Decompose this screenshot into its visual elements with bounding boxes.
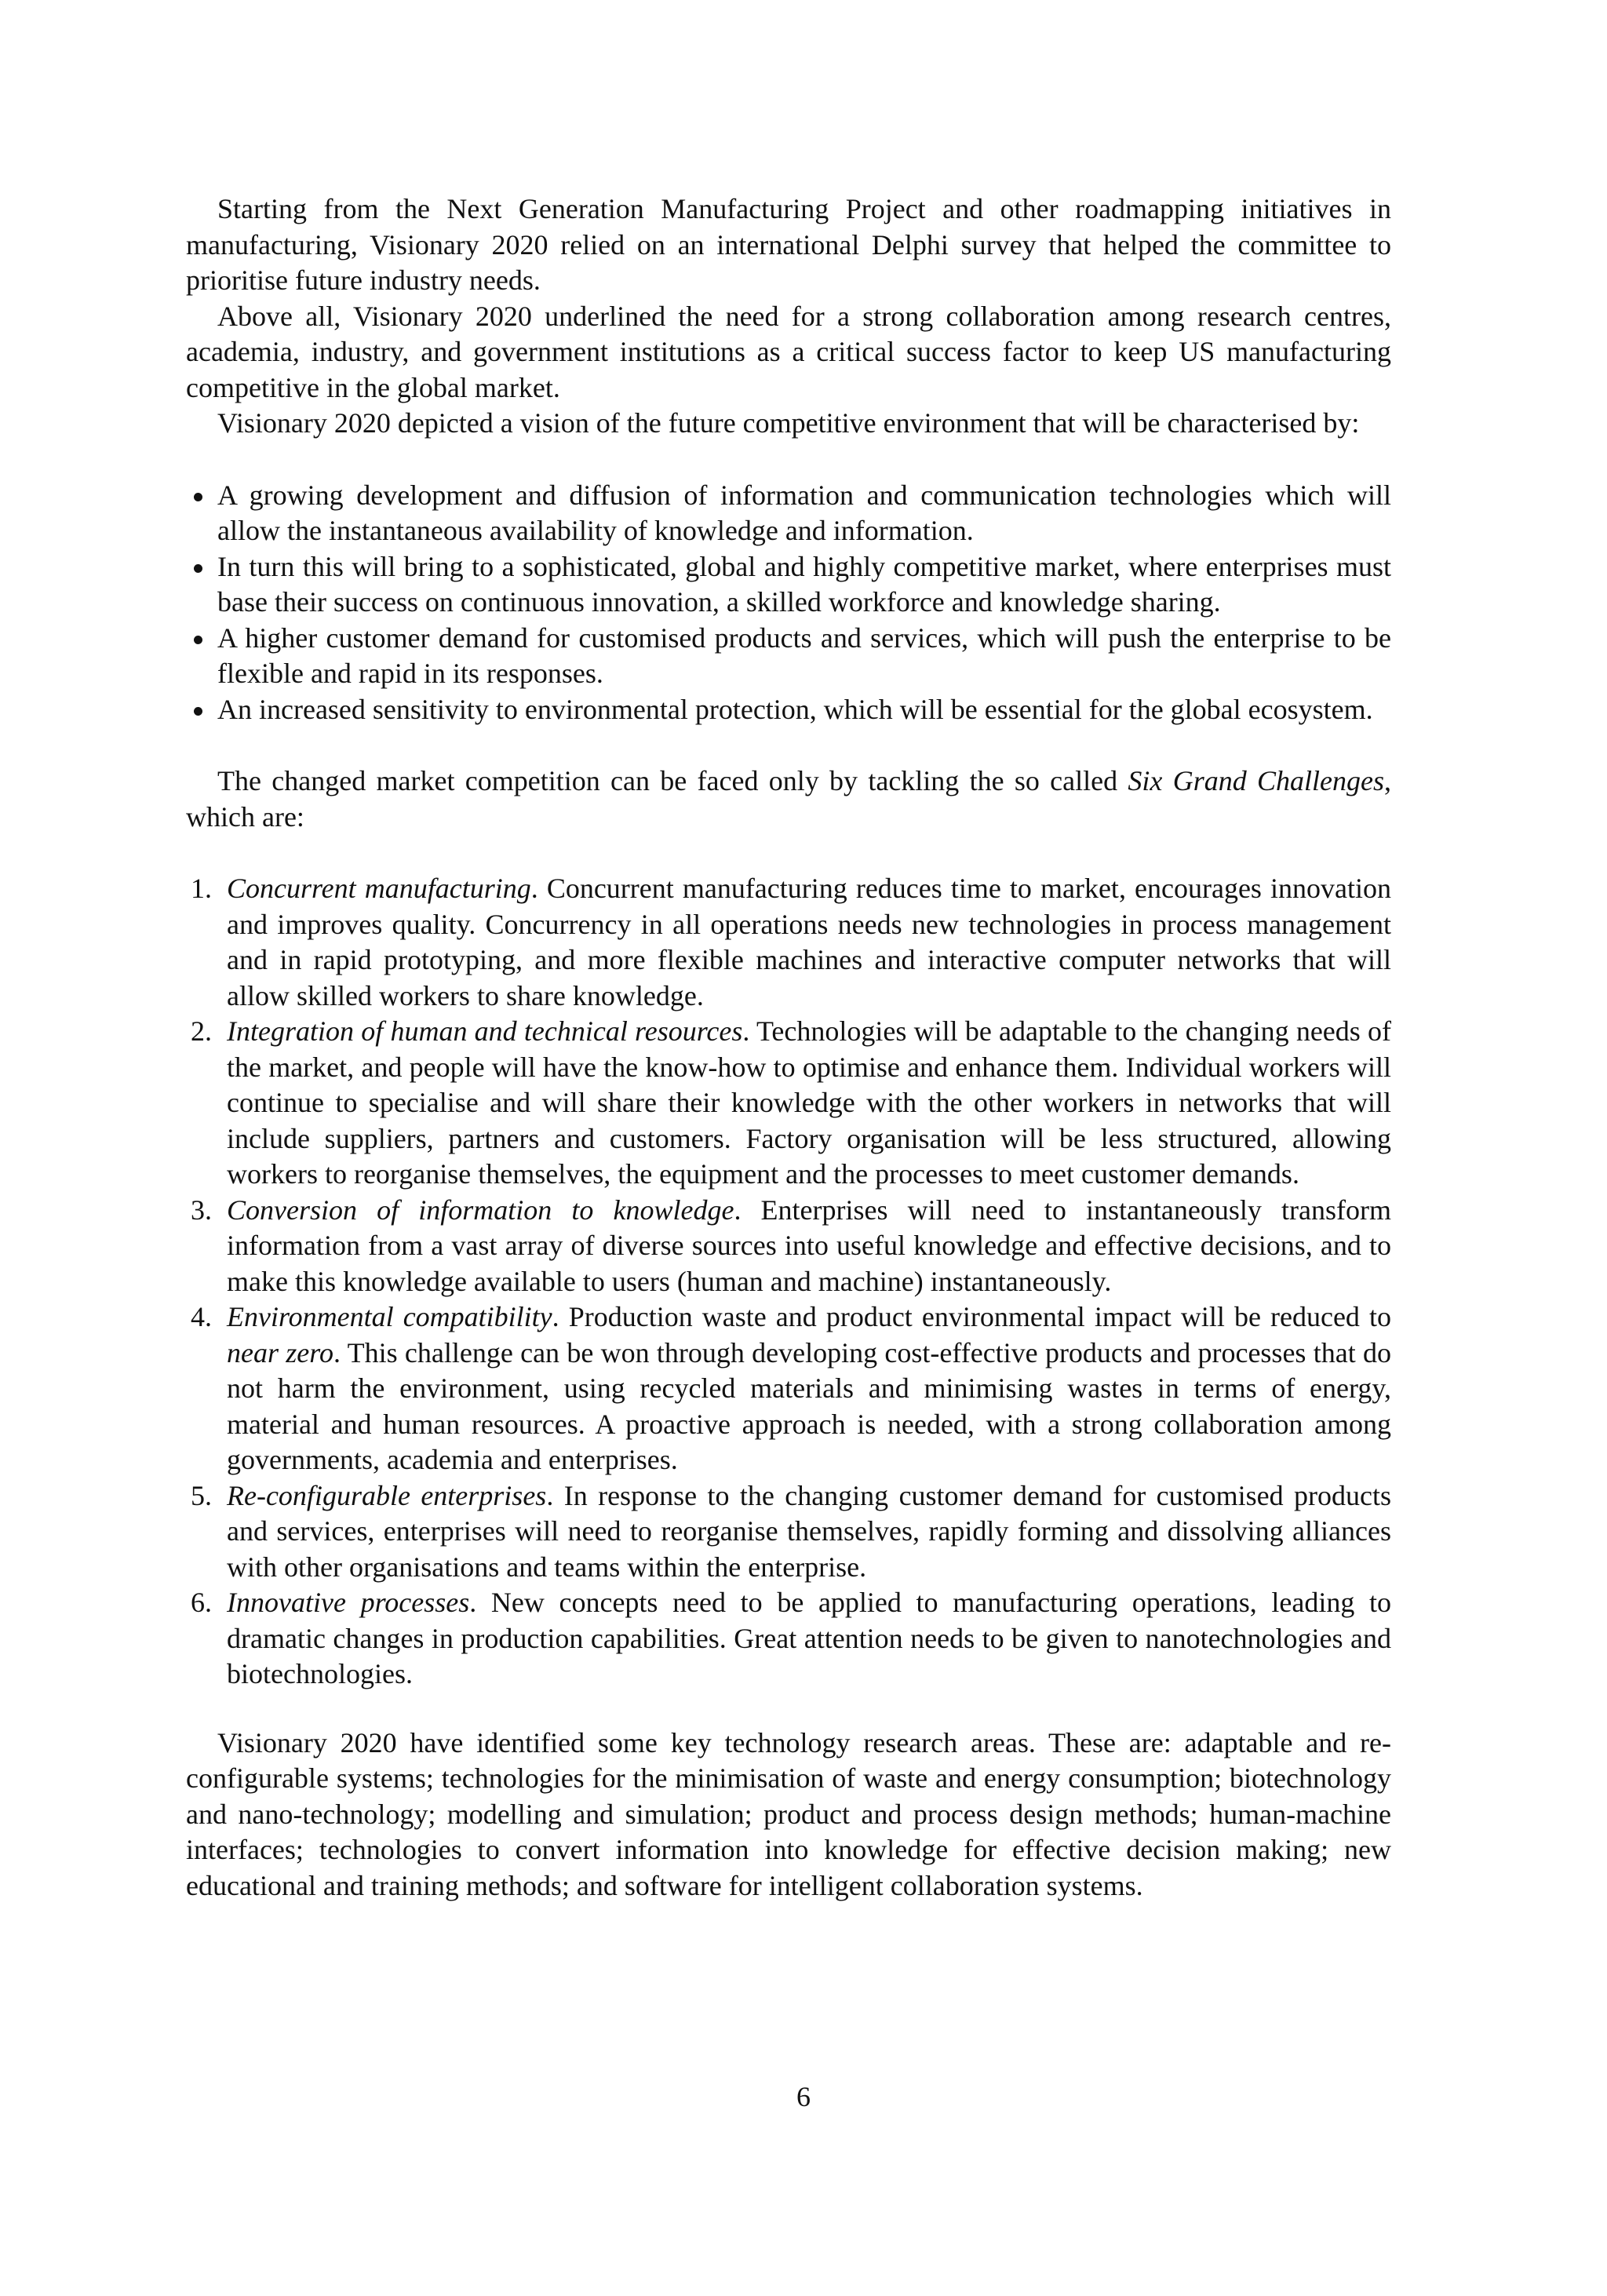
challenge-title: Re-configurable enterprises [227, 1479, 547, 1511]
page-number: 6 [796, 2081, 811, 2112]
challenges-intro-tail: , which are: [186, 765, 1391, 833]
challenge-number: 2. [191, 1015, 212, 1047]
challenge-item [186, 1585, 1391, 1693]
challenge-item [186, 1478, 1391, 1586]
six-grand-challenges-term: Six Grand Challenges [1128, 765, 1384, 796]
challenge-number: 5. [191, 1479, 212, 1511]
challenges-intro-paragraph [186, 764, 1391, 835]
challenge-item [186, 871, 1391, 1014]
challenge-text: . In response to the changing customer demand for customised products and services, enterprises will need to reorganise themselves, rapidly forming and dissolving alliances with other organisations and teams within the enterprise. [227, 1479, 1391, 1583]
challenge-item [186, 1193, 1391, 1300]
intro-paragraph-3: Visionary 2020 depicted a vision of the future competitive environment that will be characterised by: [217, 407, 1360, 439]
bullet-item: A higher customer demand for customised products and services, which will push the enterprise to be flexible and rapid in its responses. [186, 621, 1391, 692]
challenge-text: . Technologies will be adaptable to the changing needs of the market, and people will have the know-how to optimise and enhance them. Individual workers will continue to specialise and will share their knowledge with the other workers in networks that will include suppliers, partners and customers. Factory organisation will be less structured, allowing workers to reorganise themselves, the equipment and the processes to meet customer demands. [227, 1015, 1391, 1190]
challenge-title: Innovative processes [227, 1587, 470, 1618]
near-zero-term: near zero [227, 1336, 333, 1368]
challenges-intro-text: The changed market competition can be faced only by tackling the so called [217, 765, 1128, 796]
bullet-item: An increased sensitivity to environmental protection, which will be essential for the global ecosystem. [186, 692, 1391, 728]
challenge-text: . Production waste and product environmental impact will be reduced to [552, 1301, 1391, 1332]
challenge-number: 3. [191, 1194, 212, 1226]
challenge-item [186, 1014, 1391, 1193]
challenge-number: 1. [191, 873, 212, 904]
challenge-title: Conversion of information to knowledge [227, 1194, 734, 1226]
challenge-number: 4. [191, 1301, 212, 1332]
intro-paragraph-1: Starting from the Next Generation Manufacturing Project and other roadmapping initiatives in manufacturing, Visionary 2020 relied on an international Delphi survey that helped the committee to prioritise future industry needs. [186, 193, 1391, 296]
challenge-text: . Concurrent manufacturing reduces time to market, encourages innovation and improves quality. Concurrency in all operations needs new technologies in process management and in rapid prototyping, and more flexible machines and interactive computer networks that will allow skilled workers to share knowledge. [227, 873, 1391, 1011]
challenge-title: Concurrent manufacturing [227, 873, 531, 904]
closing-paragraph: Visionary 2020 have identified some key technology research areas. These are: adaptable and re-configurable systems; technologies for the minimisation of waste and energy consumption; biotechnology and nano-technology; modelling and simulation; product and process design methods; human-machine interfaces; technologies to convert information into knowledge for effective decision making; new educational and training methods; and software for intelligent collaboration systems. [186, 1726, 1391, 1901]
bullet-item: A growing development and diffusion of information and communication technologies which will allow the instantaneous availability of knowledge and information. [186, 478, 1391, 549]
challenge-title: Environmental compatibility [227, 1301, 552, 1332]
challenge-text: . Enterprises will need to instantaneously transform information from a vast array of diverse sources into useful knowledge and effective decisions, and to make this knowledge available to users (human and machine) instantaneously. [227, 1194, 1391, 1297]
trend-bullet-list [186, 478, 1391, 728]
page-body [186, 191, 1391, 1904]
challenge-title: Integration of human and technical resources [227, 1015, 743, 1047]
grand-challenges-list [186, 871, 1391, 1693]
challenge-text: . New concepts need to be applied to manufacturing operations, leading to dramatic changes in production capabilities. Great attention needs to be given to nanotechnologies and biotechnologies. [227, 1587, 1391, 1689]
intro-paragraph-2: Above all, Visionary 2020 underlined the need for a strong collaboration among research centres, academia, industry, and government institutions as a critical success factor to keep US manufacturing competitive in the global market. [186, 300, 1391, 403]
bullet-item: In turn this will bring to a sophisticated, global and highly competitive market, where enterprises must base their success on continuous innovation, a skilled workforce and knowledge sharing. [186, 549, 1391, 621]
challenge-number: 6. [191, 1587, 212, 1618]
challenge-text-tail: . This challenge can be won through developing cost-effective products and processes that do not harm the environment, using recycled materials and minimising wastes in terms of energy, material and human resources. A proactive approach is needed, with a strong collaboration among governments, academia and enterprises. [227, 1336, 1391, 1475]
challenge-item [186, 1299, 1391, 1478]
